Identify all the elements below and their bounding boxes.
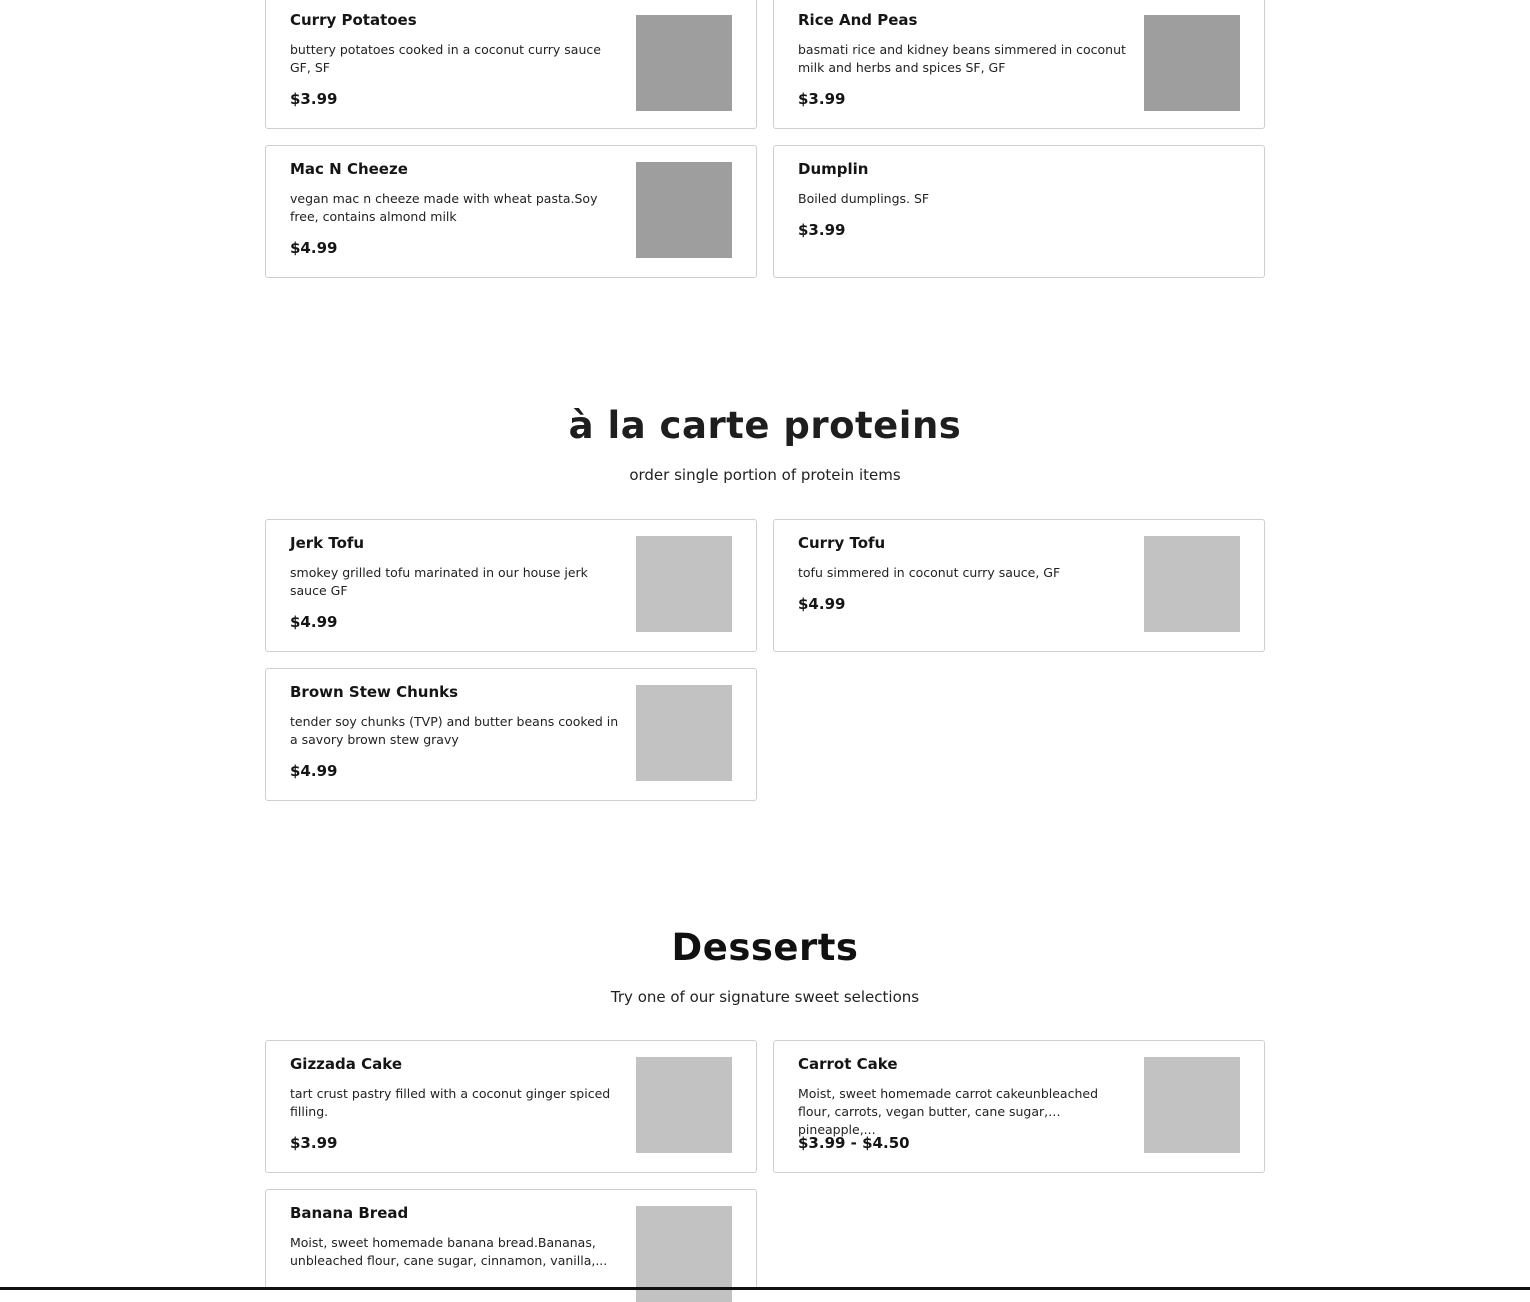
item-name: Mac N Cheeze [290,160,408,178]
item-image [636,1057,732,1153]
item-price: $3.99 [798,90,846,108]
desserts-grid [265,1040,1265,1289]
section-subtitle-proteins: order single portion of protein items [629,466,901,484]
item-image [636,536,732,632]
item-image [636,15,732,111]
item-description: smokey grilled tofu marinated in our house jerk sauce GF [290,565,588,598]
proteins-grid [265,519,1265,801]
section-title-proteins: à la carte proteins [568,404,962,447]
menu-item-card[interactable] [265,1040,757,1173]
item-price: $3.99 - $4.50 [798,1134,910,1152]
menu-item-card[interactable] [773,1040,1265,1173]
item-name: Jerk Tofu [290,534,365,552]
menu-item-card[interactable] [773,145,1265,278]
bottom-border [0,1287,1530,1290]
item-price: $4.99 [290,762,338,780]
item-image [636,685,732,781]
menu-item-card[interactable] [265,668,757,801]
item-price: $4.99 [290,613,338,631]
menu-item-card[interactable] [265,519,757,652]
item-price: $4.99 [798,595,846,613]
item-price: $3.99 [290,90,338,108]
menu-item-card[interactable] [265,1189,757,1289]
item-description: Moist, sweet homemade banana bread.Bananas, unbleached flour, cane sugar, cinnamon, vanilla,... [290,1235,608,1268]
section-title-desserts: Desserts [671,926,859,969]
item-description: tender soy chunks (TVP) and butter beans cooked in a savory brown stew gravy [290,714,619,747]
menu-item-card[interactable] [773,519,1265,652]
item-description: tofu simmered in coconut curry sauce, GF [798,565,1061,580]
menu-item-card[interactable] [265,0,757,129]
sides-grid [265,0,1265,278]
item-name: Brown Stew Chunks [290,683,459,701]
item-image [636,162,732,258]
menu-item-card[interactable] [265,145,757,278]
item-description: Moist, sweet homemade carrot cakeunbleached flour, carrots, vegan butter, cane sugar, pineapple,... [798,1086,1099,1137]
item-image [1144,1057,1240,1153]
item-price: $3.99 [798,221,846,239]
item-image [1144,15,1240,111]
item-image [1144,536,1240,632]
item-description: vegan mac n cheeze made with wheat pasta.Soy free, contains almond milk [290,191,598,224]
item-name: Curry Potatoes [290,11,417,29]
item-name: Rice And Peas [798,11,918,29]
item-description: tart crust pastry filled with a coconut ginger spiced filling. [290,1086,611,1119]
menu-item-card[interactable] [773,0,1265,129]
item-description: Boiled dumplings. SF [798,191,930,206]
item-price: $4.99 [290,239,338,257]
item-name: Gizzada Cake [290,1055,402,1073]
item-name: Carrot Cake [798,1055,898,1073]
item-name: Banana Bread [290,1204,409,1222]
section-subtitle-desserts: Try one of our signature sweet selections [610,988,920,1006]
item-name: Dumplin [798,160,869,178]
item-description: buttery potatoes cooked in a coconut curry sauce GF, SF [290,42,601,75]
item-name: Curry Tofu [798,534,886,552]
item-description: basmati rice and kidney beans simmered in coconut milk and herbs and spices SF, GF [798,42,1126,75]
item-price: $3.99 [290,1134,338,1152]
